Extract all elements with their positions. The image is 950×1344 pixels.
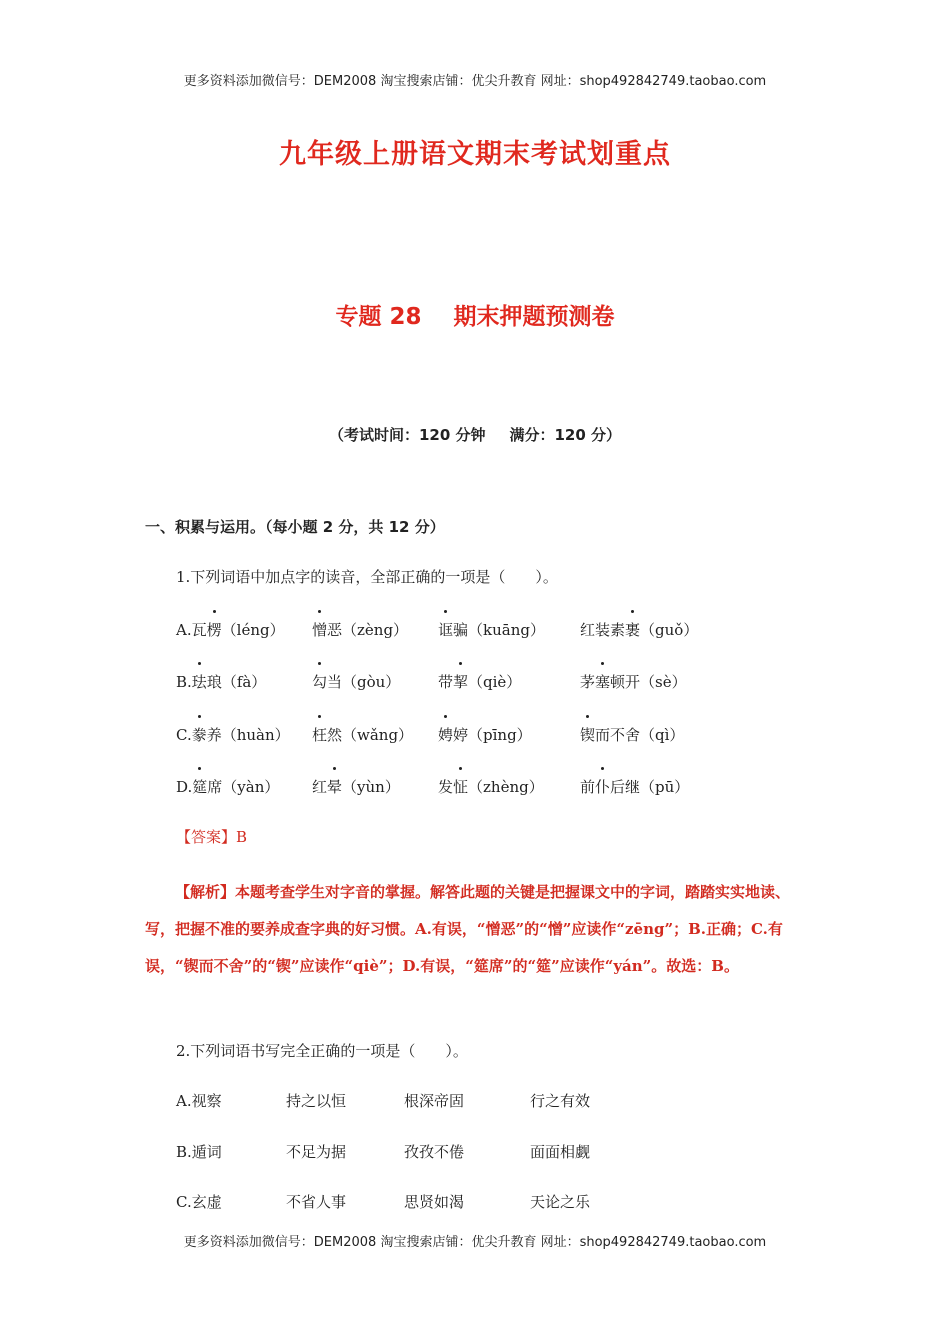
word-suffix: 骗（kuāng） (453, 621, 545, 639)
word-prefix: 发 (438, 778, 454, 796)
q2-option-item (286, 1141, 346, 1162)
word-suffix: （qiè） (468, 673, 522, 691)
q1-option-row (176, 776, 796, 798)
dotted-char: 晕 (327, 778, 343, 796)
dotted-char: 锲 (580, 726, 596, 744)
option-word: 根深帝固 (404, 1092, 465, 1110)
q2-option-row (176, 1090, 796, 1112)
option-word: 思贤如渴 (404, 1193, 465, 1211)
q1-option-row (176, 619, 796, 641)
q1-option-item (438, 724, 532, 745)
option-word: 持之以恒 (286, 1092, 347, 1110)
q1-option-item (176, 619, 285, 640)
q1-option-row (176, 724, 796, 746)
exam-time: （考试时间：120 分钟 (328, 426, 486, 444)
answer: 【答案】B (176, 828, 248, 846)
dotted-char: 豢 (191, 726, 207, 744)
option-label: C. (176, 726, 192, 744)
word-suffix: 顿开（sè） (610, 673, 687, 691)
q1-option-item (176, 724, 290, 745)
q2-option-item (176, 1141, 222, 1162)
option-word: 面面相觑 (530, 1143, 591, 1161)
option-word: 孜孜不倦 (404, 1143, 465, 1161)
word-prefix: 红 (312, 778, 328, 796)
option-label: D. (176, 778, 193, 796)
dotted-char: 仆 (595, 778, 611, 796)
q1-option-item (312, 724, 413, 745)
word-suffix: 而不舍（qì） (595, 726, 685, 744)
dotted-char: 怔 (453, 778, 469, 796)
dotted-char: 楞 (206, 621, 222, 639)
word-prefix: 茅 (580, 673, 596, 691)
q2-option-item (286, 1191, 346, 1212)
dotted-char: 挈 (453, 673, 469, 691)
dotted-char: 塞 (595, 673, 611, 691)
option-label: A. (176, 621, 192, 639)
q1-option-item (580, 619, 698, 640)
q1-option-item (176, 776, 279, 797)
dotted-char: 筵 (192, 778, 208, 796)
word-suffix: 当（gòu） (327, 673, 401, 691)
word-suffix: 后继（pū） (610, 778, 690, 796)
q1-option-item (438, 619, 545, 640)
q2-option-item (176, 1090, 222, 1111)
option-word: 遁词 (191, 1143, 222, 1161)
word-prefix: 红装素 (580, 621, 626, 639)
q2-option-item (176, 1191, 222, 1212)
dotted-char: 珐 (191, 673, 207, 691)
option-word: 行之有效 (530, 1092, 591, 1110)
word-suffix: 琅（fà） (206, 673, 267, 691)
dotted-char: 裹 (625, 621, 641, 639)
q1-option-item (312, 671, 400, 692)
q2-option-item (404, 1141, 464, 1162)
q1-option-item (312, 776, 400, 797)
section-heading: 一、积累与运用。（每小题 2 分，共 12 分） (145, 518, 445, 536)
q1-option-item (580, 671, 687, 692)
q2-option-row (176, 1191, 796, 1213)
q2-option-item (530, 1191, 590, 1212)
word-suffix: 恶（zèng） (327, 621, 409, 639)
option-word: 玄虚 (191, 1193, 222, 1211)
word-prefix: 瓦 (191, 621, 207, 639)
q1-option-item (176, 671, 266, 692)
word-suffix: 然（wǎng） (327, 726, 414, 744)
exam-score: 满分：120 分） (509, 426, 622, 444)
page-subtitle: 专题 28 期末押题预测卷 (335, 304, 615, 330)
word-suffix: （yùn） (342, 778, 400, 796)
word-suffix: 养（huàn） (206, 726, 290, 744)
dotted-char: 枉 (312, 726, 328, 744)
q2-option-item (530, 1141, 590, 1162)
q2-option-item (286, 1090, 346, 1111)
option-word: 不足为据 (286, 1143, 347, 1161)
option-word: 不省人事 (286, 1193, 347, 1211)
q2-option-item (404, 1090, 464, 1111)
word-suffix: （léng） (221, 621, 285, 639)
dotted-char: 勾 (312, 673, 328, 691)
exam-info (0, 424, 950, 445)
question-1-stem: 1.下列词语中加点字的读音，全部正确的一项是（ ）。 (176, 568, 558, 586)
word-suffix: 席（yàn） (207, 778, 280, 796)
question-2-stem: 2.下列词语书写完全正确的一项是（ ）。 (176, 1042, 468, 1060)
word-suffix: 婷（pīng） (453, 726, 532, 744)
word-prefix: 前 (580, 778, 596, 796)
option-label: B. (176, 673, 192, 691)
option-label: A. (176, 1092, 192, 1110)
dotted-char: 诓 (438, 621, 454, 639)
word-prefix: 带 (438, 673, 454, 691)
word-suffix: （zhèng） (468, 778, 544, 796)
q1-option-item (438, 671, 521, 692)
q2-option-row (176, 1141, 796, 1163)
q1-option-row (176, 671, 796, 693)
q1-option-item (580, 724, 684, 745)
option-label: C. (176, 1193, 192, 1211)
q2-option-item (404, 1191, 464, 1212)
q1-option-item (580, 776, 689, 797)
q2-option-item (530, 1090, 590, 1111)
page-header: 更多资料添加微信号：DEM2008 淘宝搜索店铺：优尖升教育 网址：shop492842749.taobao.com (183, 74, 767, 89)
option-word: 天论之乐 (530, 1193, 591, 1211)
option-label: B. (176, 1143, 192, 1161)
option-word: 视察 (191, 1092, 222, 1110)
q1-option-item (312, 619, 408, 640)
dotted-char: 娉 (438, 726, 454, 744)
page-footer: 更多资料添加微信号：DEM2008 淘宝搜索店铺：优尖升教育 网址：shop492842749.taobao.com (183, 1235, 767, 1250)
analysis: 【解析】本题考查学生对字音的掌握。解答此题的关键是把握课文中的字词，踏踏实实地读、写，把握不准的要养成查字典的好习惯。A.有误，“憎恶”的“憎”应读作“zēng”；B.正确；C.有误，“锲而不舍”的“锲”应读作“qiè”；D.有误，“筵席”的“筵”应读作“yán”。故选：B。 (145, 883, 791, 975)
page-title: 九年级上册语文期末考试划重点 (279, 139, 671, 170)
q1-option-item (438, 776, 544, 797)
word-suffix: （guǒ） (640, 621, 699, 639)
dotted-char: 憎 (312, 621, 328, 639)
